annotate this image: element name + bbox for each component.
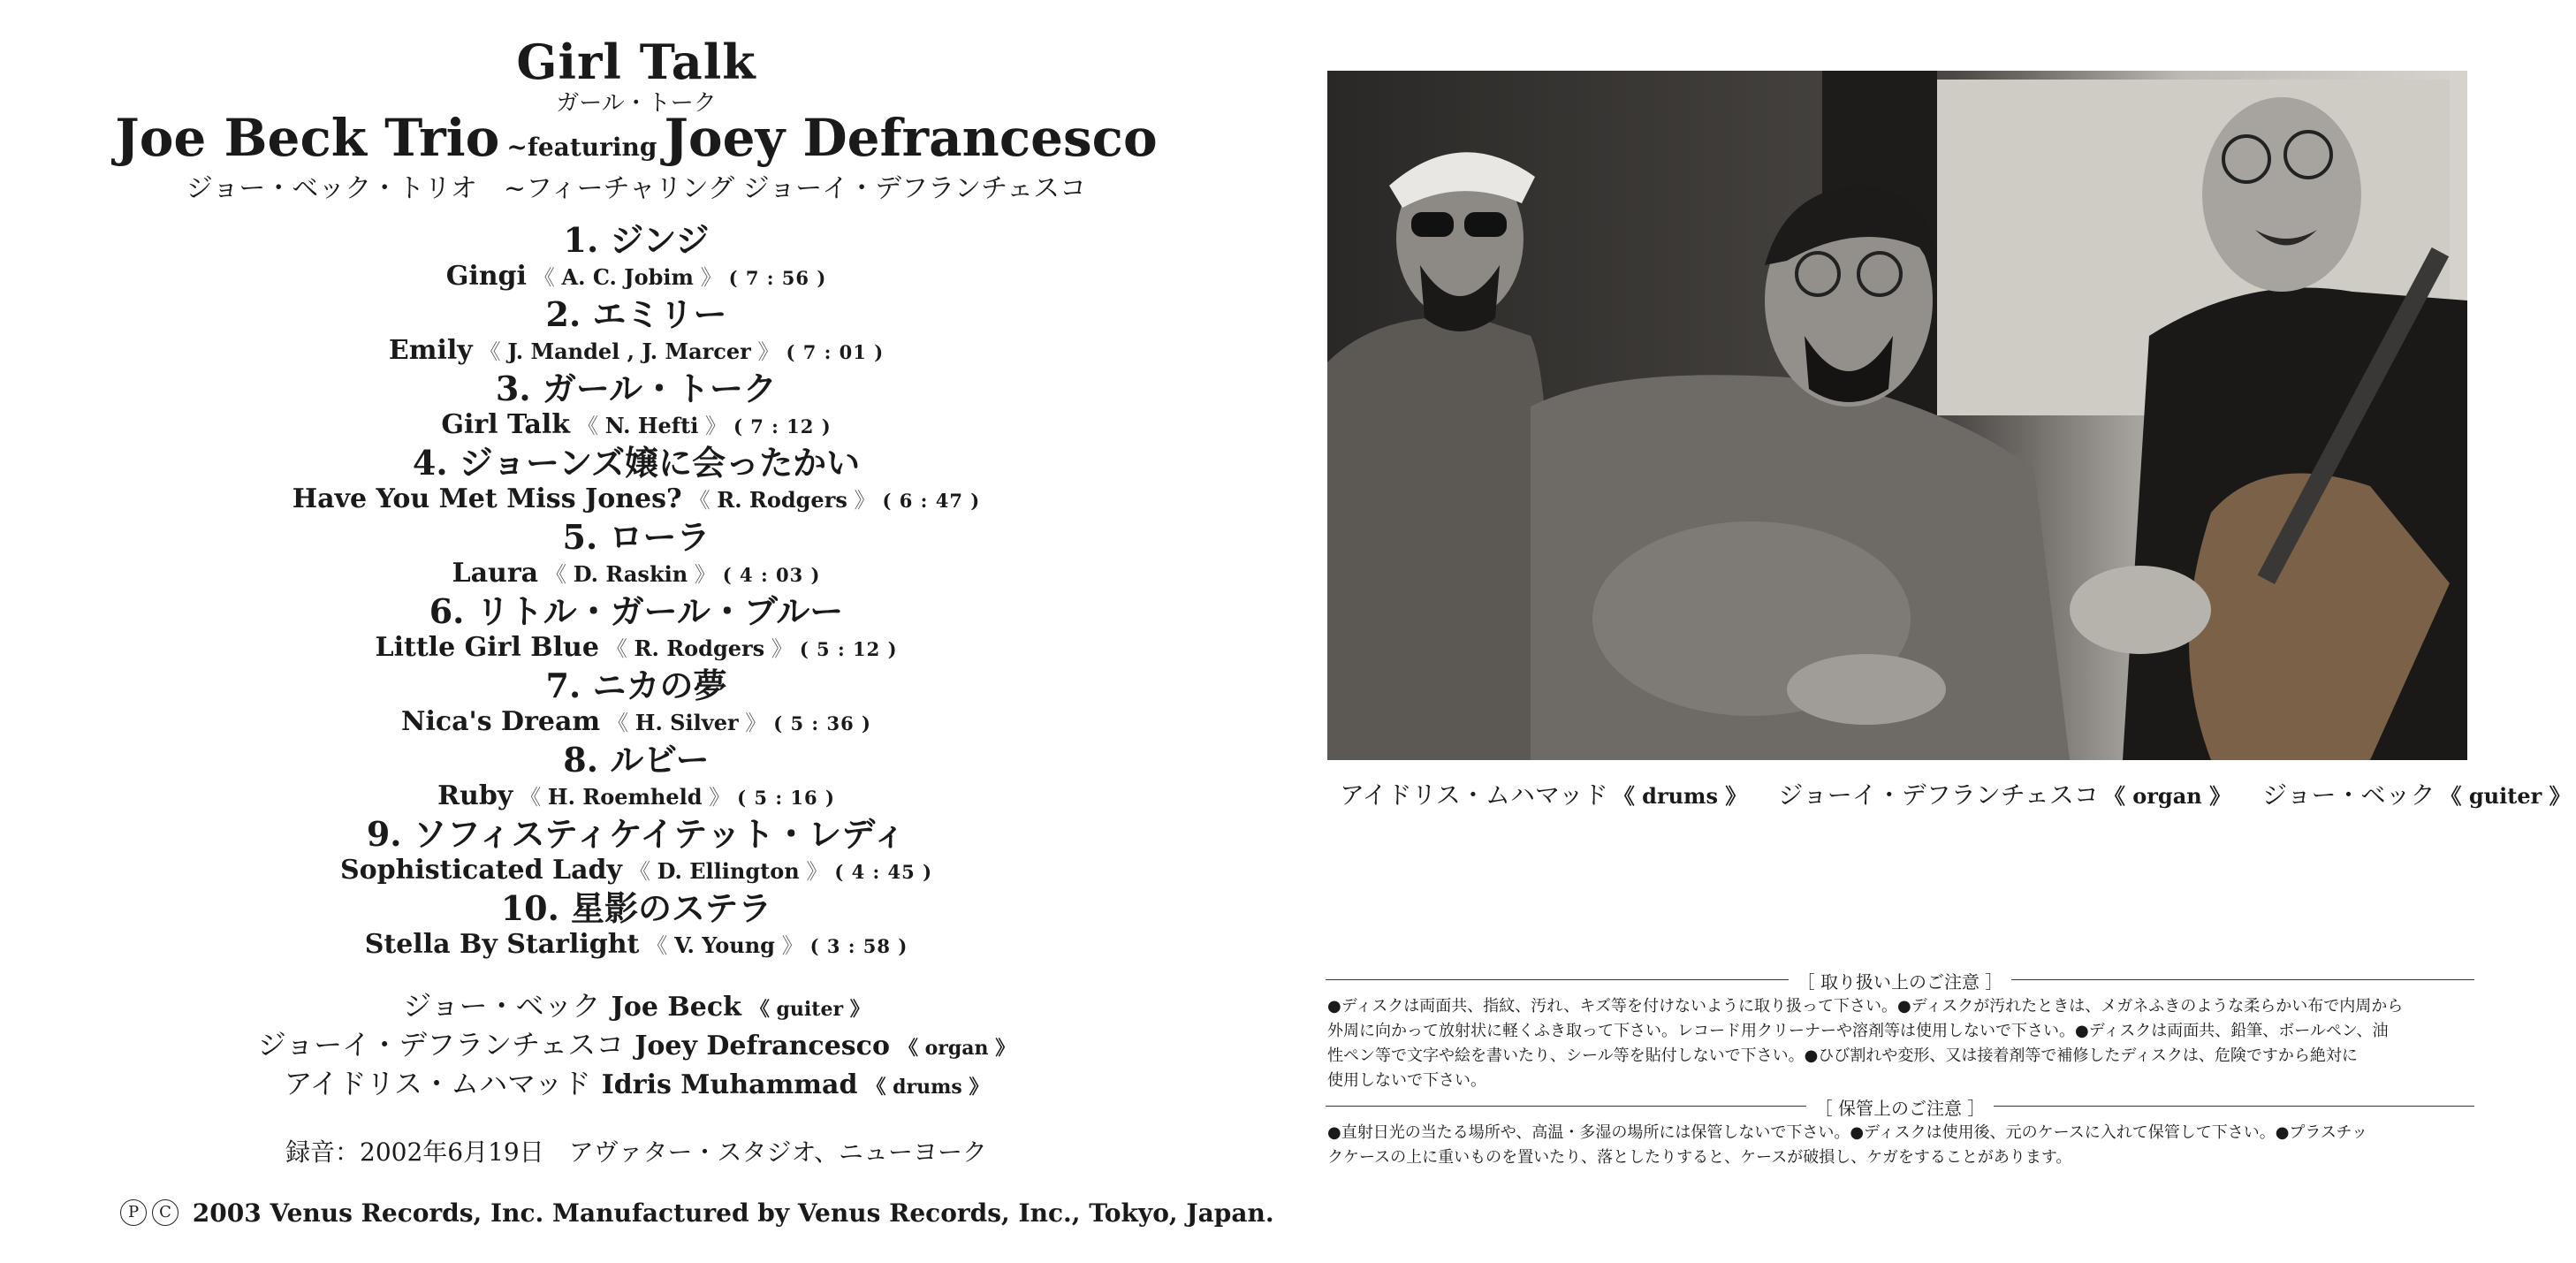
personnel-instrument: 《 drums 》	[866, 1076, 989, 1099]
track-duration: ( 7 : 01 )	[786, 341, 885, 363]
personnel-item	[0, 986, 1273, 1025]
track-title-jp: 1. ジンジ	[563, 220, 710, 260]
notice-line: ●ディスクは両面共、指紋、汚れ、キズ等を付けないように取り扱って下さい。●ディスクが汚れたときは、メガネふきのような柔らかい布で内周から	[1327, 997, 2404, 1016]
track-item	[0, 369, 1273, 444]
track-title-en: Ruby	[437, 780, 513, 811]
track-title-jp: 7. ニカの夢	[545, 666, 727, 705]
track-title-jp: 9. ソフィスティケイテット・レディ	[366, 814, 907, 854]
album-title: Girl Talk	[516, 34, 756, 90]
track-item	[0, 815, 1273, 889]
phonogram-symbol-icon: P	[120, 1199, 147, 1226]
track-duration: ( 5 : 16 )	[737, 787, 835, 809]
personnel-name-jp: ジョーイ・デフランチェスコ	[257, 1028, 625, 1061]
personnel-name-en: Idris Muhammad	[601, 1069, 858, 1100]
personnel-name-en: Joey Defrancesco	[635, 1031, 890, 1061]
track-list	[0, 221, 1273, 963]
track-duration: ( 7 : 12 )	[733, 415, 832, 437]
track-title-en-line	[0, 260, 1273, 295]
track-title-jp: 5. ローラ	[562, 517, 710, 557]
track-item	[0, 889, 1273, 963]
track-composer: 《 H. Silver 》	[607, 710, 767, 735]
track-title-en-line	[0, 557, 1273, 592]
personnel-name-jp: アイドリス・ムハマッド	[284, 1067, 591, 1100]
recording-place: アヴァター・スタジオ、ニューヨーク	[568, 1137, 987, 1167]
track-item	[0, 295, 1273, 369]
copyright-text: 2003 Venus Records, Inc. Manufactured by Venus Records, Inc., Tokyo, Japan.	[192, 1198, 1274, 1228]
track-duration: ( 4 : 03 )	[722, 564, 821, 586]
track-title-en: Nica's Dream	[401, 706, 601, 737]
personnel-name-en: Joe Beck	[611, 992, 741, 1023]
storage-notice	[1326, 1094, 2474, 1170]
track-composer: 《 V. Young 》	[646, 932, 803, 958]
track-title-jp: 3. ガール・トーク	[495, 369, 778, 408]
personnel-list	[0, 986, 1273, 1103]
artist-name-jp: ジョー・ベック・トリオ	[186, 173, 477, 204]
caption-name: アイドリス・ムハマッド	[1340, 780, 1608, 810]
track-title-en-line	[0, 334, 1273, 369]
track-title-en-line	[0, 408, 1273, 444]
track-title-en: Girl Talk	[441, 409, 571, 440]
track-item	[0, 221, 1273, 295]
track-title-en-line	[0, 928, 1273, 963]
track-composer: 《 H. Roemheld 》	[520, 784, 731, 810]
recording-date: 録音：2002年6月19日	[285, 1137, 544, 1167]
caption-instrument: 《 organ 》	[2103, 783, 2231, 809]
notice-line: 外周に向かって放射状に軽くふき取って下さい。レコード用クリーナーや溶剤等は使用しないで下さい。●ディスクは両面共、鉛筆、ボールペン、油	[1327, 1022, 2389, 1040]
artist-name: Joe Beck Trio	[115, 108, 500, 168]
handling-notice	[1326, 968, 2474, 1093]
track-composer: 《 D. Ellington 》	[628, 858, 828, 884]
track-title-jp: 4. ジョーンズ嬢に会ったかい	[412, 443, 861, 483]
storage-notice-title: ［ 保管上のご注意 ］	[1806, 1098, 1995, 1119]
track-title-en: Laura	[452, 558, 539, 589]
track-title-en-line	[0, 705, 1273, 741]
track-title-en: Sophisticated Lady	[339, 855, 622, 886]
track-duration: ( 7 : 56 )	[728, 267, 827, 289]
track-title-jp: 2. エミリー	[545, 294, 727, 334]
guest-name-jp: ~フィーチャリング ジョーイ・デフランチェスコ	[503, 173, 1087, 204]
track-item	[0, 592, 1273, 666]
copyright-line	[120, 1198, 1274, 1229]
track-composer: 《 R. Rodgers 》	[688, 487, 876, 513]
track-composer: 《 R. Rodgers 》	[605, 635, 793, 661]
guest-name: Joey Defrancesco	[664, 108, 1158, 168]
track-title-en-line	[0, 854, 1273, 889]
track-title-jp: 8. ルビー	[563, 740, 710, 780]
caption-name: ジョー・ベック	[2262, 780, 2435, 810]
caption-name: ジョーイ・デフランチェスコ	[1778, 780, 2099, 810]
track-title-en-line	[0, 631, 1273, 666]
personnel-instrument: 《 organ 》	[898, 1037, 1015, 1060]
track-duration: ( 3 : 58 )	[809, 935, 908, 957]
personnel-name-jp: ジョー・ベック	[403, 989, 601, 1023]
track-duration: ( 5 : 12 )	[799, 638, 898, 660]
notice-line: 性ペン等で文字や絵を書いたり、シール等を貼付しないで下さい。●ひび割れや変形、又は接着剤等で補修したディスクは、危険ですから絶対に	[1327, 1046, 2358, 1065]
track-title-jp: 6. リトル・ガール・ブルー	[429, 591, 844, 631]
personnel-instrument: 《 guiter 》	[749, 998, 870, 1021]
track-item	[0, 666, 1273, 741]
track-title-en: Have You Met Miss Jones?	[292, 483, 682, 514]
band-photo-illustration	[1327, 71, 2467, 760]
track-item	[0, 444, 1273, 518]
liner-notes-right-panel	[1273, 0, 2571, 1263]
notice-line: クケースの上に重いものを置いたり、落としたりすると、ケースが破損し、ケガをすることがあります。	[1327, 1148, 2072, 1167]
album-title-jp: ガール・トーク	[556, 90, 717, 117]
track-composer: 《 A. C. Jobim 》	[533, 264, 722, 290]
band-photo	[1327, 71, 2467, 760]
track-item	[0, 518, 1273, 592]
track-composer: 《 N. Hefti 》	[577, 413, 726, 438]
track-title-en: Little Girl Blue	[375, 632, 599, 663]
track-title-en-line	[0, 483, 1273, 518]
photo-caption	[1340, 776, 2576, 811]
artist-line	[0, 108, 1273, 168]
personnel-item	[0, 1064, 1273, 1103]
caption-item	[1340, 780, 1778, 810]
track-title-en: Emily	[388, 335, 473, 366]
track-composer: 《 D. Raskin 》	[545, 561, 716, 587]
recording-info	[0, 1133, 1273, 1168]
track-title-en: Stella By Starlight	[364, 929, 640, 960]
featuring-label: ~featuring	[506, 133, 657, 162]
track-title-jp: 10. 星影のステラ	[500, 888, 772, 928]
copyright-symbol-icon: C	[152, 1199, 179, 1226]
track-composer: 《 J. Mandel , J. Marcer 》	[479, 339, 779, 364]
notice-line: ●直射日光の当たる場所や、高温・多湿の場所には保管しないで下さい。●ディスクは使用後、元のケースに入れて保管して下さい。●プラスチッ	[1327, 1123, 2367, 1142]
handling-notice-title: ［ 取り扱い上のご注意 ］	[1789, 971, 2012, 993]
notice-line: 使用しないで下さい。	[1327, 1071, 1486, 1090]
track-title-en: Gingi	[445, 261, 527, 292]
artist-line-jp	[0, 166, 1273, 205]
personnel-item	[0, 1025, 1273, 1064]
storage-notice-body	[1326, 1121, 2474, 1170]
caption-instrument: 《 drums 》	[1613, 783, 1747, 809]
track-duration: ( 6 : 47 )	[882, 490, 981, 512]
track-duration: ( 5 : 36 )	[773, 712, 871, 734]
liner-notes-left-panel	[0, 0, 1273, 1263]
caption-item	[1778, 780, 2262, 810]
track-title-en-line	[0, 780, 1273, 815]
track-duration: ( 4 : 45 )	[834, 861, 933, 883]
handling-notice-body	[1326, 994, 2474, 1093]
track-item	[0, 741, 1273, 815]
caption-instrument: 《 guiter 》	[2440, 783, 2571, 809]
caption-item	[2262, 780, 2576, 810]
